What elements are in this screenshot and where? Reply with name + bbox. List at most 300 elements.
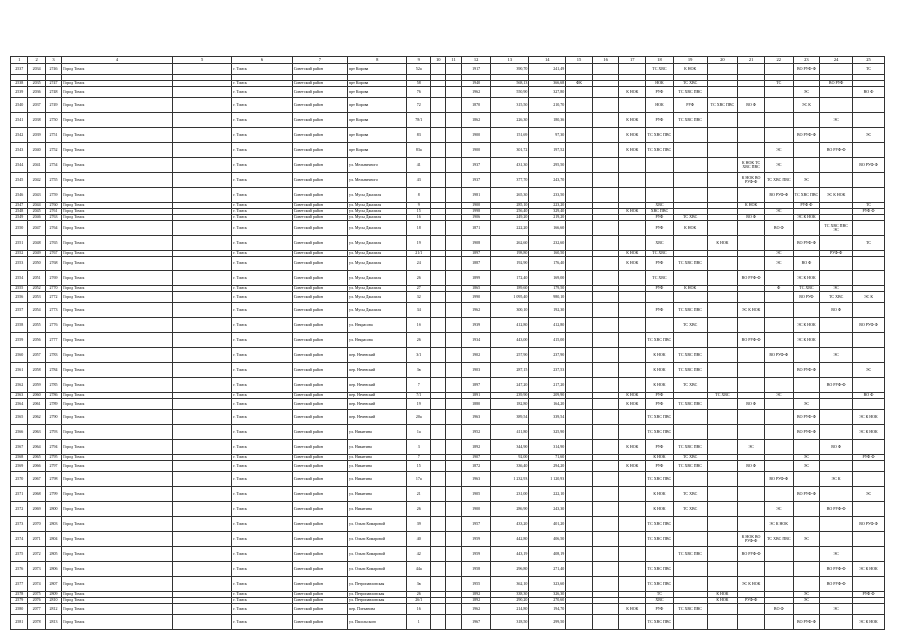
cell-works-col-22 — [764, 562, 793, 577]
cell-col-17: К НОК — [619, 251, 646, 257]
cell-col-15 — [566, 399, 593, 410]
cell-works-col-19 — [673, 562, 707, 577]
cell-object-id: 2799 — [45, 487, 61, 502]
cell-works-col-19: ТС ХВС ПВС — [673, 113, 707, 128]
cell-locality: г. Томск — [232, 440, 292, 455]
cell-record-id: 2042 — [28, 173, 45, 188]
cell-works-col-21 — [738, 502, 765, 517]
cell-works-col-24 — [820, 425, 853, 440]
cell-build-year: 1962 — [461, 87, 491, 98]
cell-object-id: 2773 — [45, 303, 61, 318]
cell-living-area: 408,19 — [529, 547, 566, 562]
cell-settlement: Город Томск — [62, 348, 173, 363]
cell-col-10 — [431, 271, 446, 286]
cell-works-col-23 — [793, 562, 820, 577]
cell-row-number: 2563 — [11, 393, 28, 399]
cell-col-16 — [592, 562, 619, 577]
cell-settlement: Город Томск — [62, 472, 173, 487]
cell-works-col-18: РУФ — [646, 113, 674, 128]
cell-street: ул. Ольги Комаровой — [348, 532, 407, 547]
cell-col-16 — [592, 128, 619, 143]
cell-living-area: 326,30 — [529, 592, 566, 598]
column-header: 5 — [172, 57, 231, 64]
cell-col-10 — [431, 87, 446, 98]
table-row — [11, 188, 885, 203]
cell-object-id: 2804 — [45, 532, 61, 547]
cell-record-id: 2063 — [28, 425, 45, 440]
cell-street: прт Кирова — [348, 98, 407, 113]
cell-row-number: 2561 — [11, 363, 28, 378]
cell-col-15 — [566, 348, 593, 363]
cell-locality: г. Томск — [232, 615, 292, 630]
cell-col-16 — [592, 532, 619, 547]
cell-record-id: 2060 — [28, 393, 45, 399]
cell-works-col-24 — [820, 257, 853, 271]
cell-living-area: 197,52 — [529, 143, 566, 158]
cell-house-number: 26 — [407, 333, 431, 348]
cell-works-col-25 — [853, 188, 885, 203]
cell-build-year: 1959 — [461, 547, 491, 562]
cell-record-id: 2066 — [28, 461, 45, 472]
cell-works-col-20 — [707, 461, 738, 472]
cell-works-col-20 — [707, 487, 738, 502]
cell-row-number: 2550 — [11, 221, 28, 236]
cell-settlement: Город Томск — [62, 128, 173, 143]
cell-works-col-24: ТС ХВС ПВС ЭС — [820, 221, 853, 236]
cell-total-area: 442,80 — [491, 532, 529, 547]
cell-record-id: 2071 — [28, 532, 45, 547]
cell-street: прт Кирова — [348, 143, 407, 158]
cell-record-id: 2054 — [28, 303, 45, 318]
cell-record-id: 2045 — [28, 209, 45, 215]
cell-street: ул. Никитина — [348, 487, 407, 502]
cell-works-col-21 — [738, 236, 765, 251]
cell-record-id: 2072 — [28, 547, 45, 562]
cell-district-note — [172, 399, 231, 410]
cell-living-area: 325,90 — [529, 425, 566, 440]
cell-works-col-23: ВО РУФ-Ф — [793, 487, 820, 502]
cell-col-17 — [619, 271, 646, 286]
cell-col-16 — [592, 472, 619, 487]
cell-locality: г. Томск — [232, 425, 292, 440]
cell-col-17 — [619, 378, 646, 393]
cell-works-col-25: ЭС К — [853, 292, 885, 303]
cell-works-col-20: ТС ХВС — [707, 393, 738, 399]
cell-house-number: 21/1 — [407, 251, 431, 257]
cell-record-id: 2077 — [28, 604, 45, 615]
cell-total-area: 318,50 — [491, 615, 529, 630]
cell-works-col-18: НОК — [646, 81, 674, 87]
cell-col-16 — [592, 517, 619, 532]
cell-col-10 — [431, 318, 446, 333]
cell-build-year: 1871 — [461, 221, 491, 236]
cell-works-col-21: ВО РУФ-Ф — [738, 333, 765, 348]
cell-object-id: 2800 — [45, 502, 61, 517]
column-header: 6 — [232, 57, 292, 64]
cell-works-col-25: ЭС — [853, 128, 885, 143]
cell-build-year: 1892 — [461, 598, 491, 604]
cell-total-area: 247,20 — [491, 378, 529, 393]
cell-col-10 — [431, 577, 446, 592]
cell-works-col-21 — [738, 410, 765, 425]
cell-works-col-18 — [646, 173, 674, 188]
cell-works-col-18: ХВС — [646, 598, 674, 604]
cell-col-15 — [566, 425, 593, 440]
cell-district-note — [172, 615, 231, 630]
cell-col-15 — [566, 271, 593, 286]
cell-row-number: 2552 — [11, 251, 28, 257]
cell-street: ул. Мусы Джалиля — [348, 303, 407, 318]
cell-col-17 — [619, 363, 646, 378]
cell-works-col-22 — [764, 410, 793, 425]
cell-works-col-19 — [673, 577, 707, 592]
cell-living-area: 164,20 — [529, 399, 566, 410]
cell-record-id: 2065 — [28, 455, 45, 461]
cell-works-col-19 — [673, 173, 707, 188]
cell-house-number: 52а — [407, 64, 431, 75]
cell-settlement: Город Томск — [62, 113, 173, 128]
cell-works-col-25 — [853, 378, 885, 393]
cell-object-id: 2772 — [45, 292, 61, 303]
cell-record-id: 2034 — [28, 64, 45, 75]
cell-locality: г. Томск — [232, 286, 292, 292]
cell-locality: г. Томск — [232, 393, 292, 399]
cell-col-16 — [592, 502, 619, 517]
cell-col-17: К НОК — [619, 257, 646, 271]
cell-col-10 — [431, 143, 446, 158]
cell-row-number: 2562 — [11, 378, 28, 393]
cell-district: Советский район — [292, 532, 347, 547]
cell-works-col-25 — [853, 303, 885, 318]
cell-settlement: Город Томск — [62, 251, 173, 257]
cell-object-id: 2794 — [45, 440, 61, 455]
table-row — [11, 173, 885, 188]
cell-works-col-21 — [738, 348, 765, 363]
cell-col-17: К НОК — [619, 440, 646, 455]
cell-row-number: 2568 — [11, 455, 28, 461]
cell-house-number: 1б — [407, 318, 431, 333]
cell-works-col-21 — [738, 143, 765, 158]
cell-col-10 — [431, 615, 446, 630]
cell-living-area: 329,40 — [529, 209, 566, 215]
cell-settlement: Город Томск — [62, 271, 173, 286]
cell-house-number: 17а — [407, 472, 431, 487]
cell-build-year: 1897 — [461, 251, 491, 257]
cell-total-area: 285,10 — [491, 203, 529, 209]
cell-settlement: Город Томск — [62, 257, 173, 271]
cell-settlement: Город Томск — [62, 333, 173, 348]
cell-works-col-22 — [764, 292, 793, 303]
cell-object-id: 2754 — [45, 158, 61, 173]
cell-works-col-20 — [707, 303, 738, 318]
table-row — [11, 615, 885, 630]
cell-works-col-23: ЭС К — [793, 98, 820, 113]
cell-works-col-25 — [853, 440, 885, 455]
cell-locality: г. Томск — [232, 158, 292, 173]
cell-col-10 — [431, 461, 446, 472]
cell-total-area: 226,30 — [491, 113, 529, 128]
cell-district-note — [172, 87, 231, 98]
cell-works-col-24: ЭС — [820, 547, 853, 562]
cell-col-11 — [446, 532, 461, 547]
cell-living-area: 295,50 — [529, 158, 566, 173]
cell-works-col-19: ТС ХВС ПВС — [673, 257, 707, 271]
cell-district-note — [172, 425, 231, 440]
cell-build-year: 1900 — [461, 203, 491, 209]
cell-living-area: 71,60 — [529, 455, 566, 461]
cell-row-number: 2571 — [11, 487, 28, 502]
cell-col-10 — [431, 547, 446, 562]
cell-works-col-18 — [646, 318, 674, 333]
cell-works-col-20 — [707, 425, 738, 440]
cell-street: прт Кирова — [348, 64, 407, 75]
cell-col-17: К НОК — [619, 143, 646, 158]
cell-works-col-19 — [673, 128, 707, 143]
cell-works-col-23: ВО Ф — [793, 257, 820, 271]
cell-settlement: Город Томск — [62, 81, 173, 87]
cell-district: Советский район — [292, 128, 347, 143]
cell-build-year: 1892 — [461, 592, 491, 598]
cell-street: ул. Петропавловская — [348, 577, 407, 592]
cell-works-col-24 — [820, 158, 853, 173]
cell-col-17 — [619, 158, 646, 173]
cell-street: ул. Мусы Джалиля — [348, 236, 407, 251]
cell-works-col-23: ВО РУФ-Ф — [793, 236, 820, 251]
cell-works-col-19: ТС ХВС — [673, 81, 707, 87]
cell-col-10 — [431, 472, 446, 487]
cell-total-area: 296,80 — [491, 562, 529, 577]
cell-works-col-21 — [738, 562, 765, 577]
cell-locality: г. Томск — [232, 410, 292, 425]
cell-works-col-24: ТС ХВС — [820, 292, 853, 303]
cell-locality: г. Томск — [232, 592, 292, 598]
column-header: 2 — [28, 57, 45, 64]
cell-street: ул. Пасольского — [348, 615, 407, 630]
cell-col-11 — [446, 348, 461, 363]
cell-district: Советский район — [292, 348, 347, 363]
table-row — [11, 303, 885, 318]
cell-total-area: 411,80 — [491, 425, 529, 440]
cell-living-area: 237,53 — [529, 363, 566, 378]
cell-district-note — [172, 333, 231, 348]
cell-row-number: 2576 — [11, 562, 28, 577]
cell-district: Советский район — [292, 203, 347, 209]
column-header: 11 — [446, 57, 461, 64]
cell-works-col-25: ЭС К НОК — [853, 410, 885, 425]
cell-build-year: 1907 — [461, 455, 491, 461]
cell-col-10 — [431, 348, 446, 363]
cell-district: Советский район — [292, 271, 347, 286]
cell-col-11 — [446, 257, 461, 271]
cell-works-col-22: ЭС — [764, 209, 793, 215]
cell-row-number: 2548 — [11, 209, 28, 215]
cell-total-area: 389,54 — [491, 410, 529, 425]
cell-col-17 — [619, 333, 646, 348]
cell-col-10 — [431, 399, 446, 410]
cell-works-col-22: ТС ХВС ПВС — [764, 532, 793, 547]
cell-house-number: 3в — [407, 577, 431, 592]
table-row — [11, 502, 885, 517]
cell-settlement: Город Томск — [62, 562, 173, 577]
cell-total-area: 286,90 — [491, 502, 529, 517]
cell-record-id: 2076 — [28, 598, 45, 604]
cell-col-17: К НОК — [619, 461, 646, 472]
cell-works-col-21 — [738, 363, 765, 378]
cell-locality: г. Томск — [232, 532, 292, 547]
cell-settlement: Город Томск — [62, 98, 173, 113]
cell-district: Советский район — [292, 333, 347, 348]
cell-district-note — [172, 188, 231, 203]
cell-house-number: 58 — [407, 81, 431, 87]
cell-build-year: 1899 — [461, 271, 491, 286]
cell-object-id: 2765 — [45, 236, 61, 251]
cell-works-col-18: ТС — [646, 592, 674, 598]
cell-works-col-22 — [764, 547, 793, 562]
cell-living-area: 232,60 — [529, 236, 566, 251]
cell-works-col-21 — [738, 113, 765, 128]
cell-col-17 — [619, 410, 646, 425]
cell-works-col-20: ТС ХВС ПВС — [707, 98, 738, 113]
cell-house-number: 41 — [407, 158, 431, 173]
cell-works-col-20 — [707, 221, 738, 236]
cell-living-area: 980,10 — [529, 292, 566, 303]
cell-row-number: 2574 — [11, 532, 28, 547]
cell-row-number: 2578 — [11, 592, 28, 598]
cell-works-col-18: ТС ХВС ПВС — [646, 615, 674, 630]
cell-col-11 — [446, 399, 461, 410]
cell-settlement: Город Томск — [62, 318, 173, 333]
cell-object-id: 2760 — [45, 203, 61, 209]
cell-works-col-22: ЭС — [764, 393, 793, 399]
cell-col-17 — [619, 615, 646, 630]
cell-works-col-22 — [764, 440, 793, 455]
cell-object-id: 2806 — [45, 562, 61, 577]
cell-row-number: 2569 — [11, 461, 28, 472]
cell-works-col-19 — [673, 292, 707, 303]
cell-works-col-21 — [738, 64, 765, 75]
cell-works-col-22 — [764, 128, 793, 143]
cell-living-area: 176,40 — [529, 257, 566, 271]
cell-works-col-21: К НОК ТС ХВС ПВС — [738, 158, 765, 173]
cell-object-id: 2790 — [45, 410, 61, 425]
cell-works-col-22: ВО Ф — [764, 221, 793, 236]
cell-settlement: Город Томск — [62, 604, 173, 615]
cell-living-area: 327,80 — [529, 87, 566, 98]
cell-col-17 — [619, 502, 646, 517]
cell-works-col-24: ЭС — [820, 113, 853, 128]
table-row — [11, 98, 885, 113]
cell-record-id: 2035 — [28, 81, 45, 87]
cell-object-id: 2810 — [45, 598, 61, 604]
cell-total-area: 1 232,93 — [491, 472, 529, 487]
cell-works-col-22 — [764, 577, 793, 592]
cell-district: Советский район — [292, 143, 347, 158]
cell-works-col-19: РУФ — [673, 98, 707, 113]
cell-street: ул. Некрасова — [348, 318, 407, 333]
cell-settlement: Город Томск — [62, 215, 173, 221]
cell-locality: г. Томск — [232, 113, 292, 128]
cell-settlement: Город Томск — [62, 143, 173, 158]
cell-object-id: 2767 — [45, 251, 61, 257]
cell-works-col-20 — [707, 173, 738, 188]
cell-col-15 — [566, 487, 593, 502]
cell-works-col-25 — [853, 532, 885, 547]
cell-col-15 — [566, 461, 593, 472]
cell-district: Советский район — [292, 378, 347, 393]
cell-works-col-18: ТС ХВС ПВС — [646, 333, 674, 348]
cell-col-10 — [431, 487, 446, 502]
cell-works-col-19: ТС ХВС ПВС — [673, 303, 707, 318]
cell-col-15 — [566, 158, 593, 173]
cell-row-number: 2545 — [11, 173, 28, 188]
cell-works-col-20 — [707, 517, 738, 532]
cell-col-15 — [566, 562, 593, 577]
cell-col-15 — [566, 292, 593, 303]
cell-works-col-18: РУФ — [646, 87, 674, 98]
table-row — [11, 547, 885, 562]
cell-works-col-22: ВО Ф — [764, 604, 793, 615]
cell-object-id: 2793 — [45, 425, 61, 440]
cell-works-col-23: ТС ХВС ПВС — [793, 188, 820, 203]
cell-settlement: Город Томск — [62, 487, 173, 502]
cell-works-col-18: РУФ — [646, 399, 674, 410]
cell-col-11 — [446, 461, 461, 472]
cell-works-col-18: РУФ — [646, 604, 674, 615]
cell-works-col-18: РУФ — [646, 303, 674, 318]
cell-build-year: 1967 — [461, 615, 491, 630]
cell-works-col-19 — [673, 271, 707, 286]
cell-col-15 — [566, 113, 593, 128]
cell-works-col-23: ЭС — [793, 173, 820, 188]
column-header: 25 — [853, 57, 885, 64]
cell-build-year: 1880 — [461, 399, 491, 410]
column-header: 10 — [431, 57, 446, 64]
cell-col-16 — [592, 547, 619, 562]
cell-works-col-18: РУФ — [646, 440, 674, 455]
cell-district-note — [172, 378, 231, 393]
cell-works-col-18 — [646, 158, 674, 173]
cell-col-17 — [619, 188, 646, 203]
cell-col-11 — [446, 173, 461, 188]
cell-col-11 — [446, 577, 461, 592]
cell-build-year: 1908 — [461, 236, 491, 251]
cell-locality: г. Томск — [232, 577, 292, 592]
cell-street: пер. Нечевский — [348, 399, 407, 410]
cell-works-col-21: ЭС — [738, 440, 765, 455]
cell-works-col-21 — [738, 221, 765, 236]
cell-living-area: 219,20 — [529, 215, 566, 221]
table-row — [11, 257, 885, 271]
cell-col-17 — [619, 348, 646, 363]
cell-col-17 — [619, 517, 646, 532]
cell-total-area: 189,60 — [491, 286, 529, 292]
cell-locality: г. Томск — [232, 461, 292, 472]
cell-works-col-18: ТС ХВС ПВС — [646, 410, 674, 425]
table-row — [11, 113, 885, 128]
cell-record-id: 2043 — [28, 188, 45, 203]
cell-district: Советский район — [292, 251, 347, 257]
cell-object-id: 2803 — [45, 517, 61, 532]
cell-col-16 — [592, 271, 619, 286]
table-row — [11, 363, 885, 378]
cell-works-col-18: ТС ХВС ПВС — [646, 128, 674, 143]
column-header: 23 — [793, 57, 820, 64]
cell-works-col-21 — [738, 425, 765, 440]
cell-street: ул. Никитина — [348, 461, 407, 472]
cell-works-col-20: К НОК — [707, 236, 738, 251]
cell-record-id: 2053 — [28, 292, 45, 303]
table-row — [11, 143, 885, 158]
